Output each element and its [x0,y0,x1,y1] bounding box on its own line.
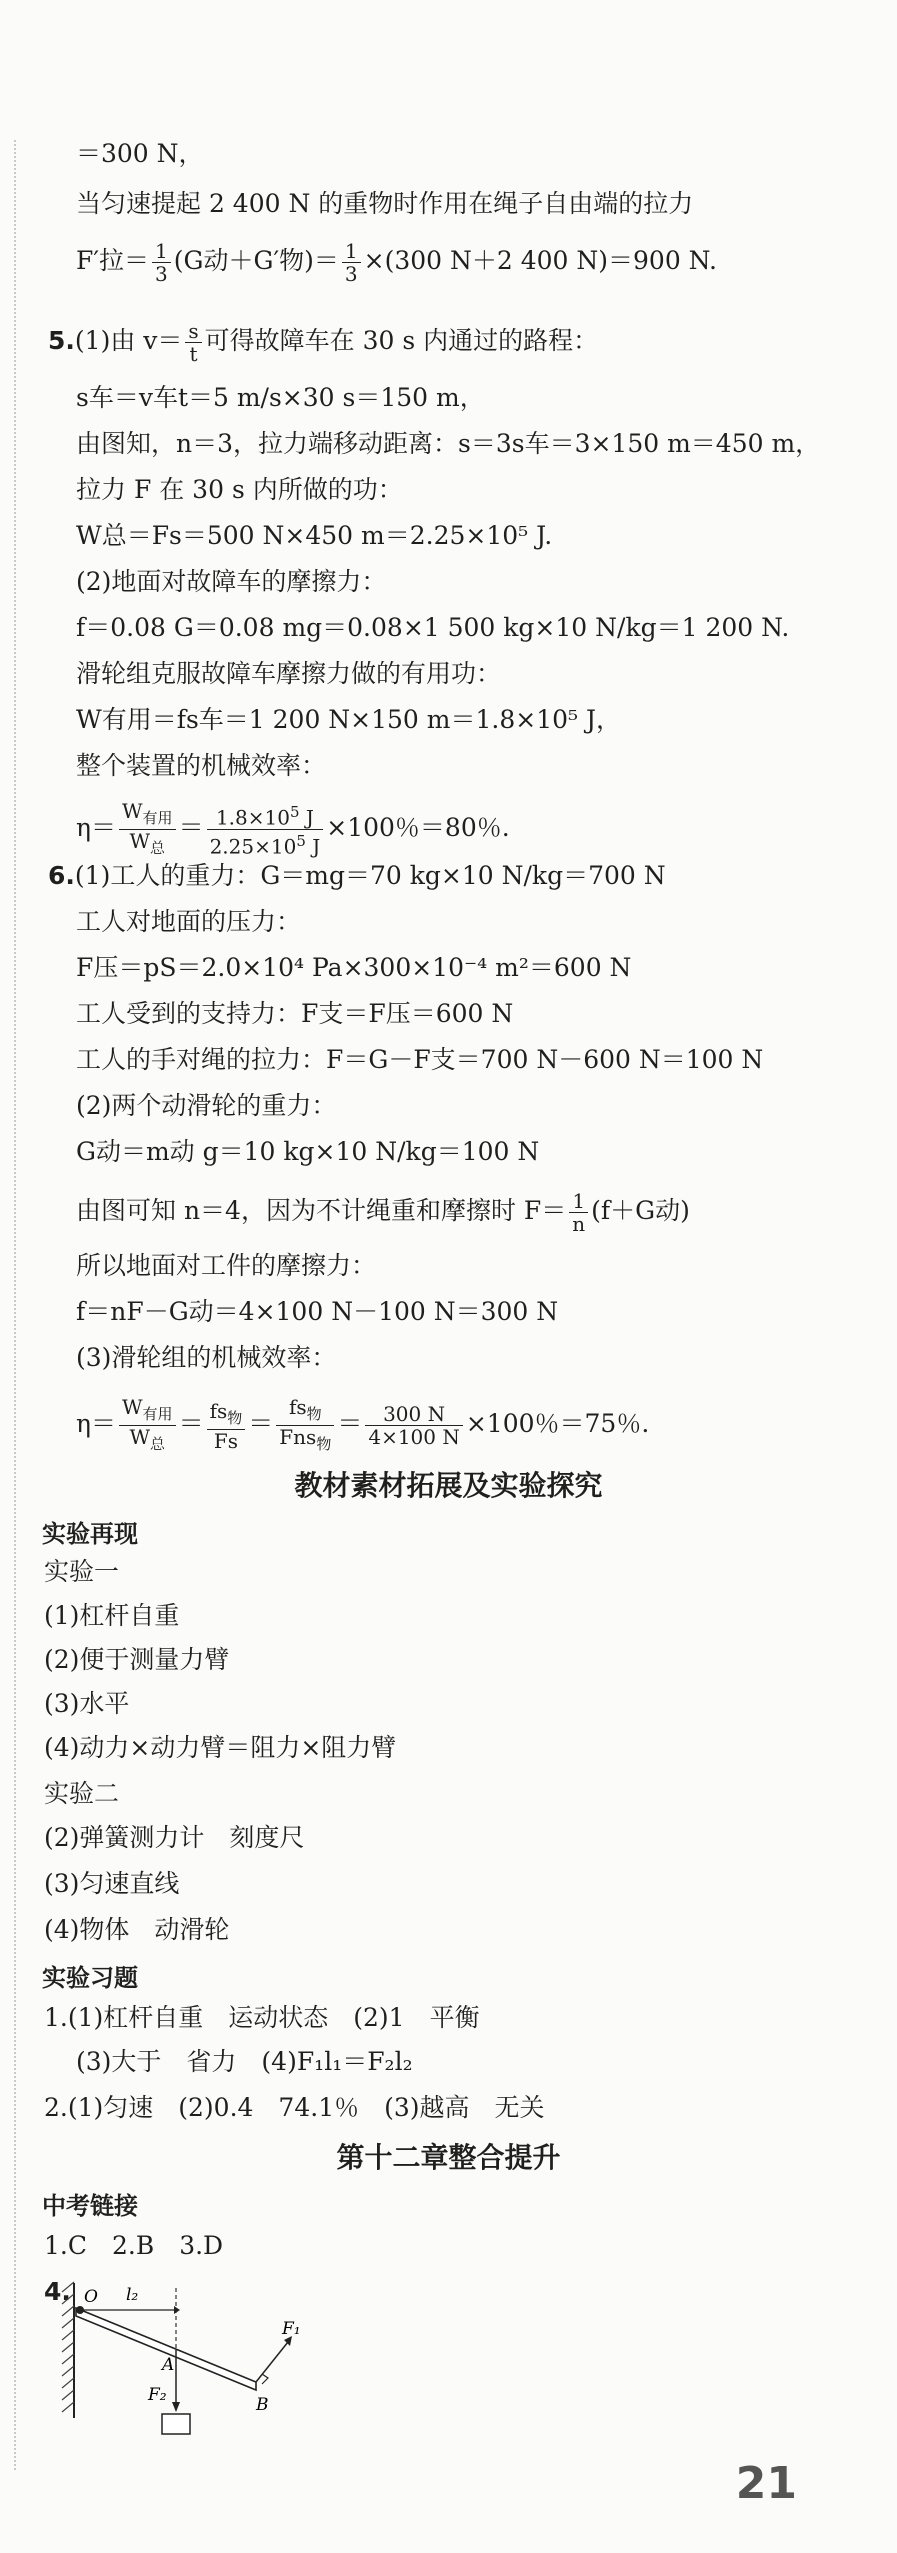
label-A: A [162,2355,175,2375]
q6-line-6: (2)两个动滑轮的重力： [76,1091,337,1120]
q5-line-2: s车＝v车t＝5 m/s×30 s＝150 m， [76,383,485,412]
q6-line-4: 工人受到的支持力：F支＝F压＝600 N [76,999,514,1028]
q5-line-4: 拉力 F 在 30 s 内所做的功： [76,475,403,504]
label-O: O [84,2287,98,2307]
label-l2: l₂ [126,2285,139,2305]
fraction-s-over-t: $\frac{s}{t}$ [185,320,201,365]
q5-line-8: 滑轮组克服故障车摩擦力做的有用功： [76,659,502,688]
exp-answer-7: (4)物体 动滑轮 [44,1915,230,1944]
q6-line-11: (3)滑轮组的机械效率： [76,1343,337,1372]
q5-line-1: 5.(1)由 v＝ $\frac{s}{t}$ 可得故障车在 30 s 内通过的路程： [48,319,599,366]
q6-line-7: G动＝m动 g＝10 kg×10 N/kg＝100 N [76,1137,540,1166]
exercise-answer-1b: (3)大于 省力 (4)F₁l₁＝F₂l₂ [76,2047,413,2076]
fraction-one-third: $\frac{1}{3}$ [152,240,171,285]
section-title-chapter-12: 第十二章整合提升 [336,2141,561,2174]
exp-answer-3: (3)水平 [44,1689,130,1718]
subhead-experiment-exercises: 实验习题 [42,1964,138,1992]
q6-line-1: 6.(1)工人的重力：G＝mg＝70 kg×10 N/kg＝700 N [48,861,666,890]
fraction-w-useful-over-w-total: $\frac{W_{有用}}{W_总}$ [119,800,176,859]
wall-hatching [62,2282,74,2412]
q5-line-5: W总＝Fs＝500 N×450 m＝2.25×10⁵ J. [76,521,553,550]
margin-dotted-line [14,140,16,2470]
q6-line-8: 由图可知 n＝4，因为不计绳重和摩擦时 F＝ $\frac{1}{n}$ (f＋G动) [76,1189,690,1236]
q6-line-3: F压＝pS＝2.0×10⁴ Pa×300×10⁻⁴ m²＝600 N [76,953,632,982]
q5-line-11: η＝ $\frac{W_{有用}}{W_总}$ ＝ $\frac{1.8\times 10^5 J}{2.25\times 10^5 J}$ ×100％＝80％. [76,799,510,859]
fraction-eta-4: $\frac{300 N}{4\times 100 N}$ [365,1403,463,1448]
exercise-answer-2: 2.(1)匀速 (2)0.4 74.1％ (3)越高 无关 [44,2093,545,2122]
weight-box [162,2414,190,2434]
fraction-eta-3: $\frac{fs_物}{Fns_物}$ [276,1396,334,1455]
fraction-one-over-n: $\frac{1}{n}$ [569,1190,588,1235]
label-B: B [256,2395,269,2415]
q4-line-2: 当匀速提起 2 400 N 的重物时作用在绳子自由端的拉力 [76,189,694,218]
section-title-experiments: 教材素材拓展及实验探究 [294,1469,603,1502]
exercise-answer-1: 1.(1)杠杆自重 运动状态 (2)1 平衡 [44,2003,480,2032]
choice-answers: 1.C 2.B 3.D [44,2231,224,2260]
q5-line-6: (2)地面对故障车的摩擦力： [76,567,387,596]
q4-label: 4. [44,2277,71,2306]
q5-line-10: 整个装置的机械效率： [76,751,327,780]
experiment-two-label: 实验二 [44,1779,120,1808]
q4-line-3: F′拉＝ $\frac{1}{3}$ (G动＋G′物)＝ $\frac{1}{3}$ ×(300 N＋2 400 N)＝900 N. [76,239,717,286]
subhead-exam-link: 中考链接 [42,2192,138,2220]
exp-answer-2: (2)便于测量力臂 [44,1645,230,1674]
q4-line-1: ＝300 N， [76,139,204,168]
q6-line-2: 工人对地面的压力： [76,907,302,936]
q5-line-9: W有用＝fs车＝1 200 N×150 m＝1.8×10⁵ J， [76,705,621,734]
label-F1: F₁ [282,2319,301,2339]
f1-arrow [256,2342,288,2382]
fraction-one-third-2: $\frac{1}{3}$ [342,240,361,285]
lever-diagram [60,2278,320,2448]
q5-line-7: f＝0.08 G＝0.08 mg＝0.08×1 500 kg×10 N/kg＝1 200 N. [76,613,790,642]
right-angle-mark [262,2374,268,2384]
subhead-experiment-review: 实验再现 [42,1520,138,1548]
experiment-one-label: 实验一 [44,1557,120,1586]
page-number: 21 [735,2458,797,2509]
exp-answer-6: (3)匀速直线 [44,1869,180,1898]
q6-line-9: 所以地面对工件的摩擦力： [76,1251,377,1280]
exp-answer-1: (1)杠杆自重 [44,1601,180,1630]
fraction-efficiency-values: $\frac{1.8\times 10^5 J}{2.25\times 10^5 J}$ [207,801,324,857]
q5-line-3: 由图知，n＝3，拉力端移动距离：s＝3s车＝3×150 m＝450 m， [76,429,821,458]
label-F2: F₂ [148,2385,167,2405]
lever-bar [76,2308,256,2390]
q6-line-5: 工人的手对绳的拉力：F＝G－F支＝700 N－600 N＝100 N [76,1045,764,1074]
exp-answer-4: (4)动力×动力臂＝阻力×阻力臂 [44,1733,397,1762]
q6-line-10: f＝nF－G动＝4×100 N－100 N＝300 N [76,1297,559,1326]
q6-line-12: η＝ $\frac{W_{有用}}{W_总}$ ＝ $\frac{fs_物}{Fs}$ ＝ $\frac{fs_物}{Fns_物}$ ＝ $\frac{300 N}{4\times 100 N}$ ×100％＝75％. [76,1395,650,1453]
fraction-eta-2: $\frac{fs_物}{Fs}$ [207,1400,246,1452]
fraction-eta-1: $\frac{W_{有用}}{W_总}$ [119,1396,176,1455]
exp-answer-5: (2)弹簧测力计 刻度尺 [44,1823,305,1852]
